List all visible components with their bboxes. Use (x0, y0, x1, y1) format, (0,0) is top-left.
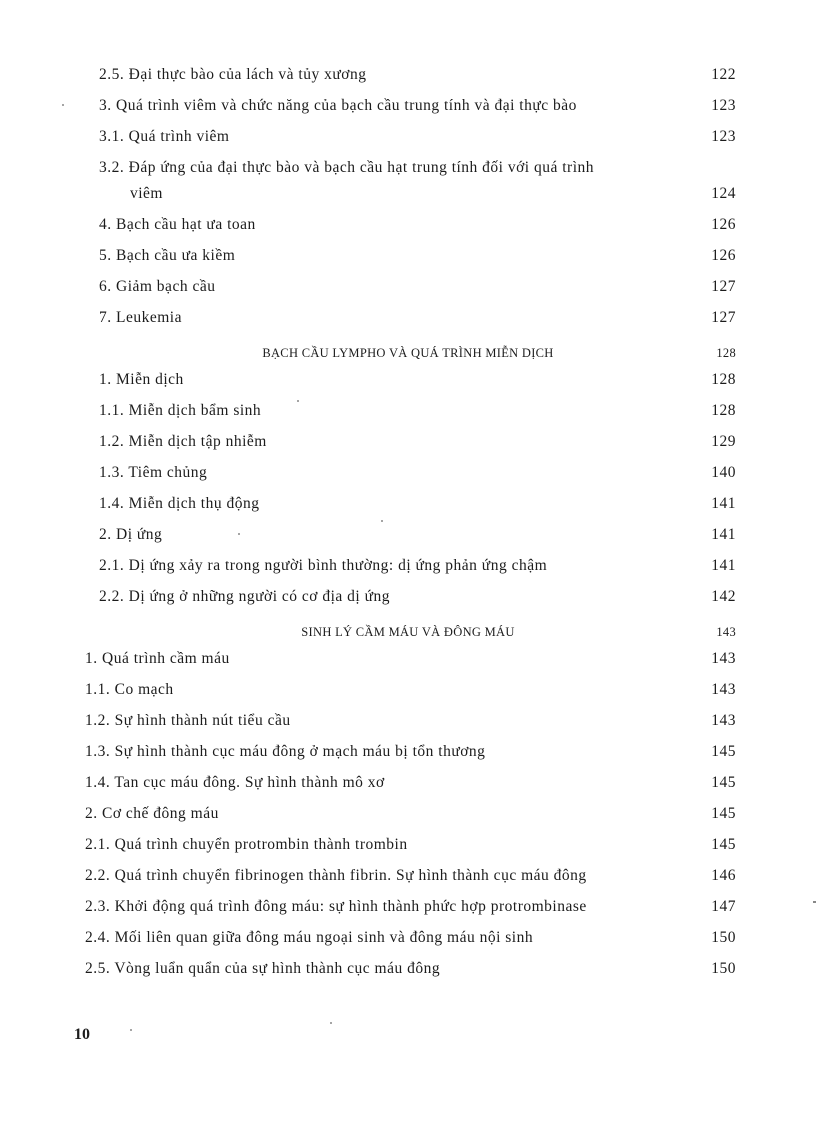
toc-entry (0, 671, 816, 702)
entry-label: 7. Leukemia (99, 309, 182, 326)
toc-entry (0, 237, 816, 268)
entry-page-number: 122 (711, 66, 736, 83)
scan-speck (381, 520, 383, 522)
entry-page-number: 129 (711, 433, 736, 450)
entry-page-number: 127 (711, 278, 736, 295)
entry-page-number: 146 (711, 867, 736, 884)
entry-label: 1.1. Co mạch (85, 681, 174, 698)
toc-entry (0, 547, 816, 578)
entry-page-number: 150 (711, 960, 736, 977)
entry-page-number: 145 (711, 805, 736, 822)
toc-entry (0, 516, 816, 547)
toc-entry (0, 578, 816, 609)
toc-entry (0, 361, 816, 392)
entry-label: 6. Giảm bạch cầu (99, 278, 216, 295)
entry-label: 1. Quá trình cầm máu (85, 650, 230, 667)
entry-label: 1.2. Miễn dịch tập nhiễm (99, 433, 267, 450)
chapter-page-number: 128 (716, 346, 736, 360)
entry-label: 1.4. Tan cục máu đông. Sự hình thành mô xơ (85, 774, 385, 791)
toc-entry (0, 919, 816, 950)
scan-speck (238, 533, 240, 535)
toc-entry (0, 423, 816, 454)
entry-label: 2.2. Quá trình chuyển fibrinogen thành fibrin. Sự hình thành cục máu đông (85, 867, 587, 884)
entry-label: 4. Bạch cầu hạt ưa toan (99, 216, 256, 233)
entry-label: 2. Cơ chế đông máu (85, 805, 219, 822)
toc-entry (0, 826, 816, 857)
entry-label: 3. Quá trình viêm và chức năng của bạch cầu trung tính và đại thực bào (99, 97, 577, 114)
entry-page-number: 143 (711, 681, 736, 698)
entry-page-number: 124 (711, 185, 736, 202)
chapter-page-number: 143 (716, 625, 736, 639)
entry-label: 1.2. Sự hình thành nút tiểu cầu (85, 712, 291, 729)
toc-entry (0, 857, 816, 888)
entry-label: 2.1. Dị ứng xảy ra trong người bình thường: dị ứng phản ứng chậm (99, 557, 548, 574)
toc-entry (0, 795, 816, 826)
toc-entry (0, 640, 816, 671)
entry-label: 5. Bạch cầu ưa kiềm (99, 247, 236, 264)
page-number: 10 (74, 1026, 90, 1043)
entry-label: 1.3. Tiêm chủng (99, 464, 208, 481)
entry-label-line2: viêm (130, 185, 163, 202)
entry-page-number: 126 (711, 216, 736, 233)
entry-label: 2.5. Vòng luẩn quẩn của sự hình thành cục máu đông (85, 960, 441, 977)
toc-entry (0, 950, 816, 981)
entry-page-number: 141 (711, 495, 736, 512)
toc-entry (0, 733, 816, 764)
chapter-heading-lympho (0, 330, 816, 361)
toc-entry (0, 56, 816, 87)
entry-label: 3.1. Quá trình viêm (99, 128, 230, 145)
scan-speck (330, 1022, 332, 1024)
chapter-title: BẠCH CẦU LYMPHO VÀ QUÁ TRÌNH MIỄN DỊCH (262, 346, 554, 360)
entry-label: 2.2. Dị ứng ở những người có cơ địa dị ứng (99, 588, 391, 605)
entry-page-number: 147 (711, 898, 736, 915)
entry-label: 2.3. Khởi động quá trình đông máu: sự hình thành phức hợp protrombinase (85, 898, 587, 915)
entry-label (99, 155, 699, 207)
entry-page-number: 141 (711, 557, 736, 574)
entry-page-number: 143 (711, 650, 736, 667)
entry-page-number: 145 (711, 836, 736, 853)
scan-speck (130, 1029, 132, 1031)
entry-page-number: 142 (711, 588, 736, 605)
toc-entry (0, 702, 816, 733)
toc-entry (0, 299, 816, 330)
chapter-title: SINH LÝ CẦM MÁU VÀ ĐÔNG MÁU (301, 625, 515, 639)
entry-page-number: 128 (711, 371, 736, 388)
entry-page-number: 127 (711, 309, 736, 326)
entry-label: 2.4. Mối liên quan giữa đông máu ngoại sinh và đông máu nội sinh (85, 929, 534, 946)
entry-label: 1. Miễn dịch (99, 371, 184, 388)
entry-label: 2.5. Đại thực bào của lách và tủy xương (99, 66, 367, 83)
entry-label: 2. Dị ứng (99, 526, 163, 543)
entry-page-number: 128 (711, 402, 736, 419)
toc-entry (0, 392, 816, 423)
entry-page-number: 150 (711, 929, 736, 946)
toc-entry (0, 454, 816, 485)
entry-label: 1.3. Sự hình thành cục máu đông ở mạch máu bị tổn thương (85, 743, 486, 760)
entry-page-number: 126 (711, 247, 736, 264)
toc-entry (0, 485, 816, 516)
entry-page-number: 141 (711, 526, 736, 543)
entry-page-number: 143 (711, 712, 736, 729)
entry-label: 1.1. Miễn dịch bẩm sinh (99, 402, 262, 419)
chapter-heading-blood (0, 609, 816, 640)
entry-page-number: 145 (711, 743, 736, 760)
entry-page-number: 123 (711, 128, 736, 145)
entry-label: 1.4. Miễn dịch thụ động (99, 495, 260, 512)
scan-speck (297, 400, 299, 402)
toc-entry (0, 888, 816, 919)
entry-page-number: 123 (711, 97, 736, 114)
toc-entry (0, 149, 816, 206)
toc-entry (0, 87, 816, 118)
toc-entry (0, 206, 816, 237)
table-of-contents (0, 56, 816, 981)
toc-entry (0, 268, 816, 299)
toc-entry (0, 764, 816, 795)
toc-entry (0, 118, 816, 149)
entry-label-line1: 3.2. Đáp ứng của đại thực bào và bạch cầu hạt trung tính đối với quá trình (99, 159, 595, 176)
entry-page-number: 140 (711, 464, 736, 481)
entry-label: 2.1. Quá trình chuyển protrombin thành trombin (85, 836, 408, 853)
scan-speck (62, 104, 64, 106)
entry-page-number: 145 (711, 774, 736, 791)
